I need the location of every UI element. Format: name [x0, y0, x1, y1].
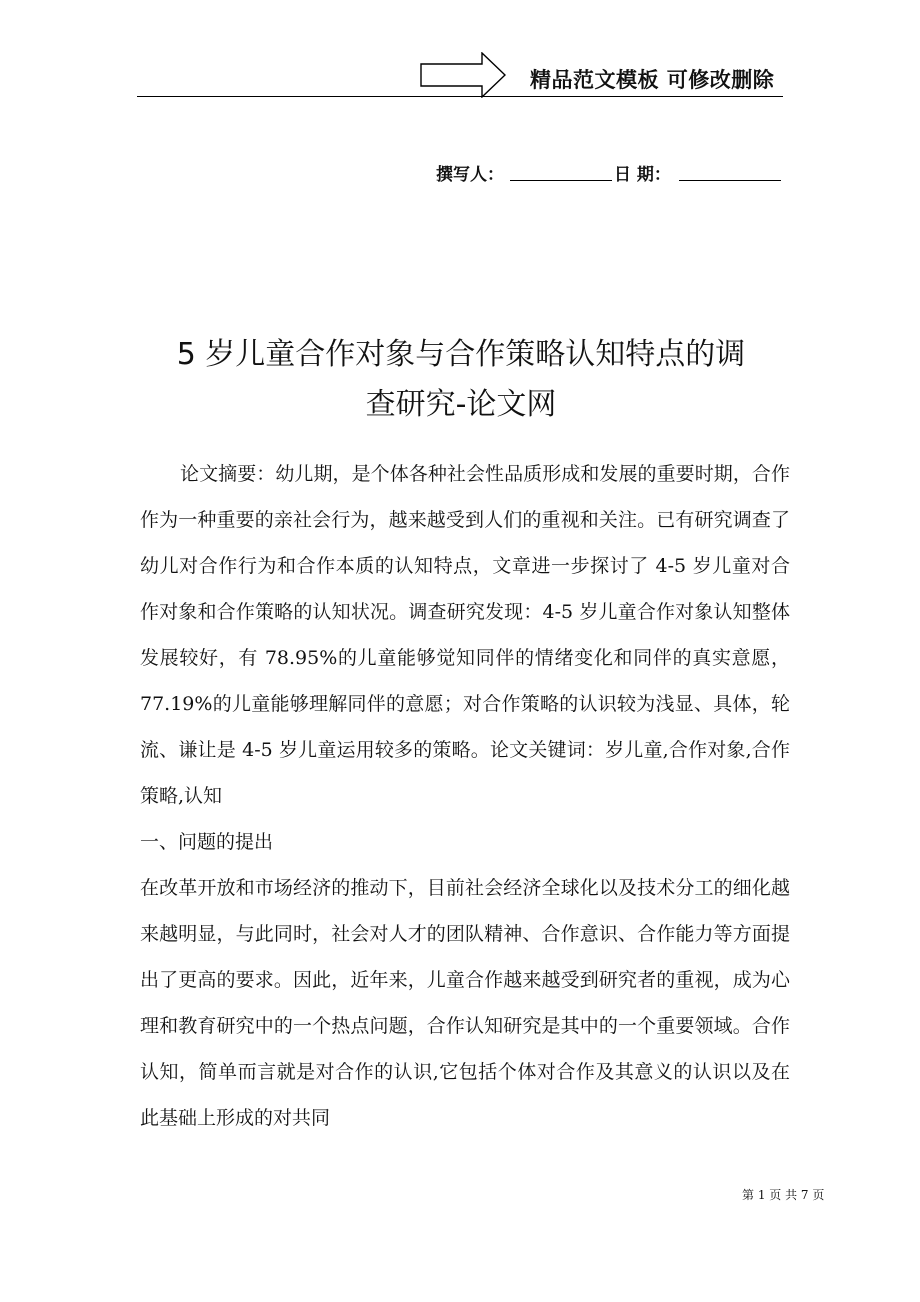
author-label: 撰写人： [436, 165, 504, 185]
header-label: 精品范文模板 可修改删除 [530, 68, 775, 92]
body-paragraph: 在改革开放和市场经济的推动下，目前社会经济全球化以及技术分工的细化越来越明显，与此同时，社会对人才的团队精神、合作意识、合作能力等方面提出了更高的要求。因此，近年来，儿童合作越来越受到研究者的重视，成为心理和教育研究中的一个热点问题，合作认知研究是其中的一个重要领域。合作认知，简单而言就是对合作的认识,它包括个体对合作及其意义的认识以及在此基础上形成的对共同 [140, 877, 790, 1129]
header-divider [137, 96, 783, 97]
abstract-paragraph: 论文摘要：幼儿期，是个体各种社会性品质形成和发展的重要时期，合作作为一种重要的亲社会行为，越来越受到人们的重视和关注。已有研究调查了幼儿对合作行为和合作本质的认知特点，文章进一步探讨了 4-5 岁儿童对合作对象和合作策略的认知状况。调查研究发现：4-5 岁儿童合作对象认知整体发展较好，有 78.95%的儿童能够觉知同伴的情绪变化和同伴的真实意愿，77.19%的儿童能够理解同伴的意愿；对合作策略的认识较为浅显、具体，轮流、谦让是 4-5 岁儿童运用较多的策略。论文关键词：岁儿童,合作对象,合作策略,认知 [140, 463, 790, 807]
date-label: 日 期： [614, 165, 671, 185]
page-number: 第 1 页 共 7 页 [742, 1188, 825, 1202]
title-line-1: 5 岁儿童合作对象与合作策略认知特点的调 [176, 337, 746, 372]
author-date-row [436, 160, 786, 186]
document-title [137, 330, 785, 430]
date-blank-line [679, 180, 781, 181]
right-arrow-icon [420, 52, 506, 98]
author-blank-line [510, 180, 612, 181]
document-body [140, 451, 790, 1141]
section-heading: 一、问题的提出 [140, 831, 274, 853]
title-line-2: 查研究-论文网 [365, 387, 557, 422]
